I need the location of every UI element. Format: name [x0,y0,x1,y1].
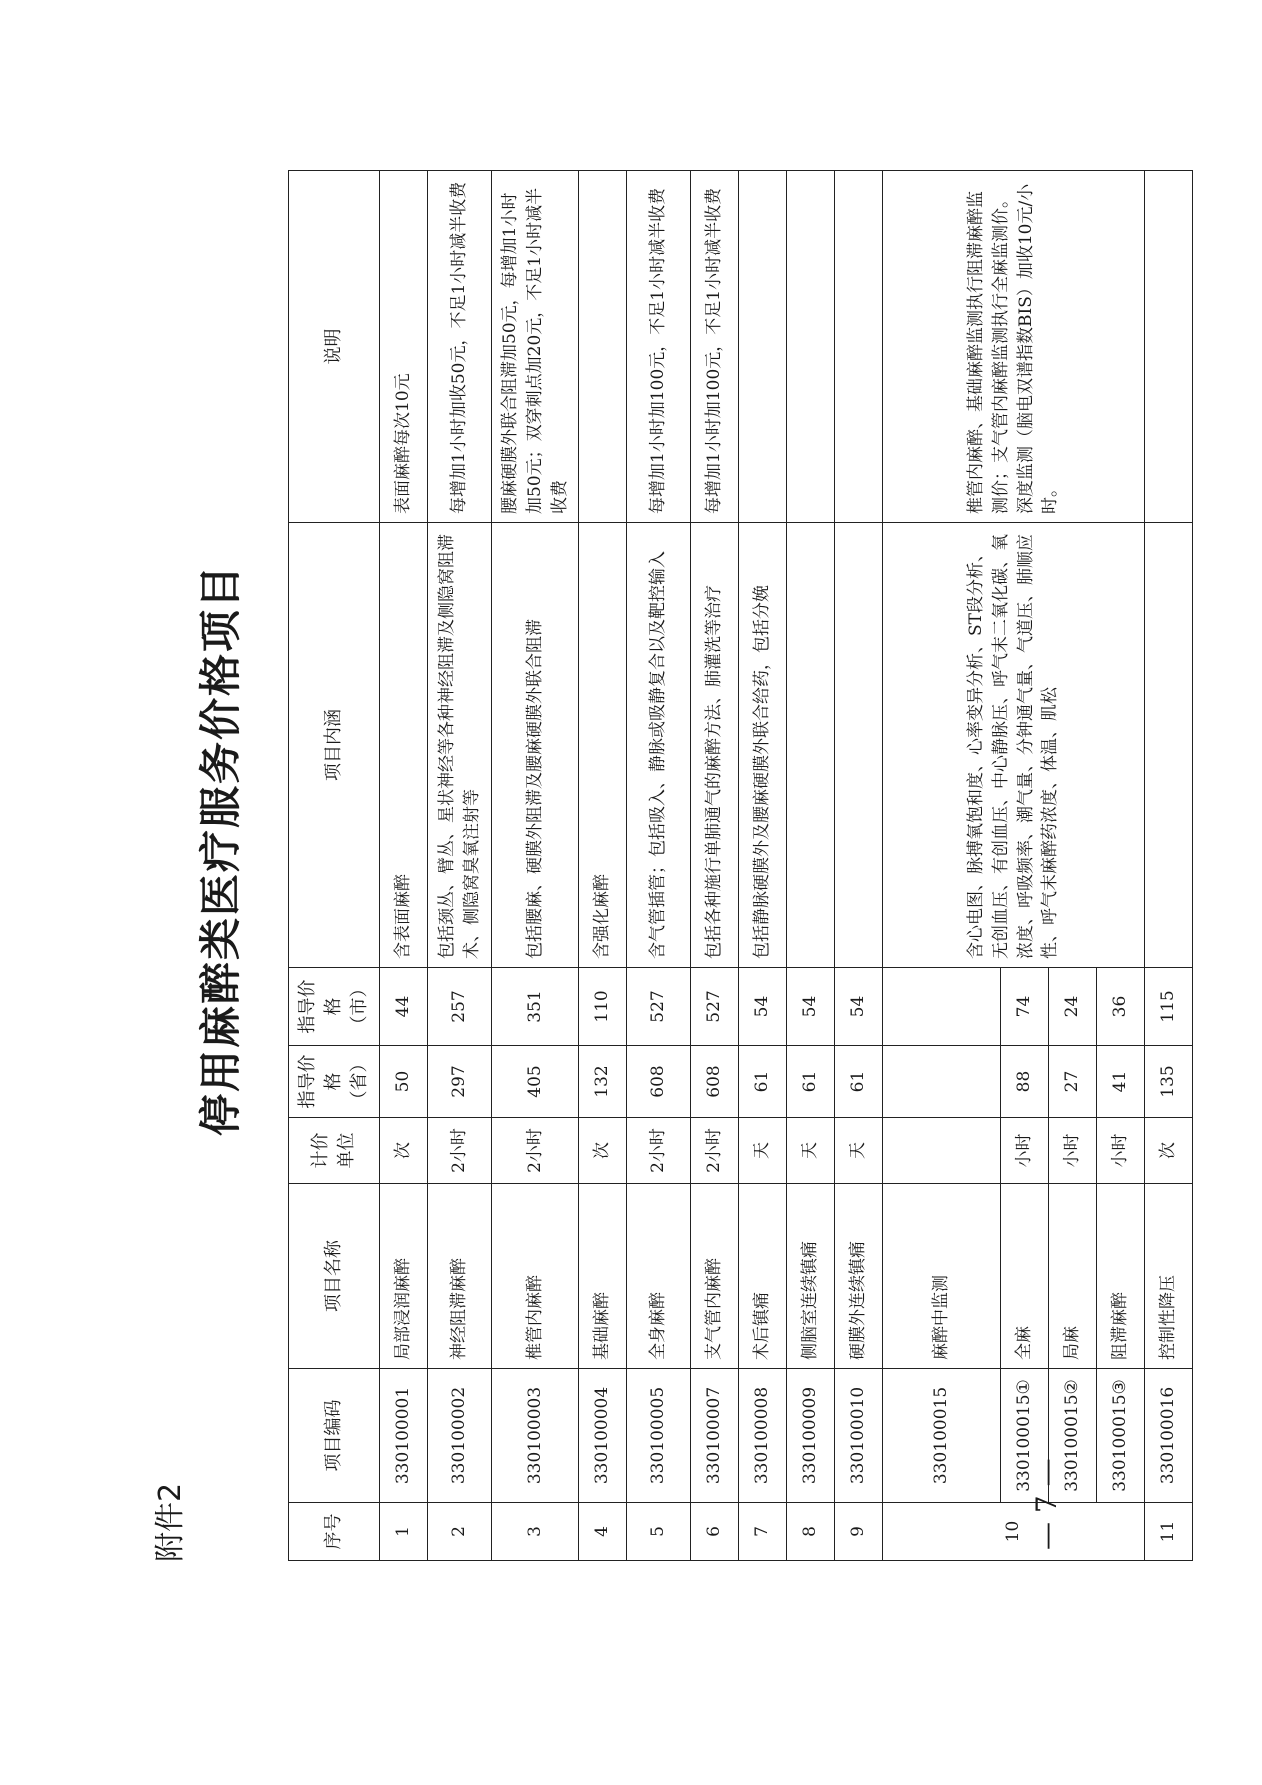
cell-price-prov: 41 [1097,1046,1145,1118]
cell-content [787,523,835,968]
cell-content: 包括颈丛、臂丛、星状神经等各种神经阻滞及侧隐窝阻滞术、侧隐窝臭氧注射等 [428,523,492,968]
table-row [1145,171,1193,1561]
header-name: 项目名称 [289,1184,380,1369]
cell-price-city: 36 [1097,968,1145,1046]
table-row [380,171,428,1561]
cell-code: 330100015 [883,1369,1001,1503]
cell-price-city: 257 [428,968,492,1046]
cell-price-prov: 27 [1049,1046,1097,1118]
cell-name: 局部浸润麻醉 [380,1184,428,1369]
cell-content: 含强化麻醉 [579,523,627,968]
table-row-group-head [883,171,1001,1561]
cell-name: 支气管内麻醉 [691,1184,739,1369]
cell-price-prov: 405 [492,1046,579,1118]
cell-name: 侧脑室连续镇痛 [787,1184,835,1369]
document-title: 停用麻醉类医疗服务价格项目 [196,564,245,1137]
cell-content: 包括各种施行单肺通气的麻醉方法、肺灌洗等治疗 [691,523,739,968]
cell-content [835,523,883,968]
cell-note [1145,171,1193,523]
cell-note: 腰麻硬膜外联合阻滞加50元，每增加1小时加50元；双穿刺点加20元，不足1小时减半收费 [492,171,579,523]
cell-code: 330100015① [1001,1369,1049,1503]
cell-seq: 10 [883,1503,1145,1561]
cell-content: 包括腰麻、硬膜外阻滞及腰麻硬膜外联合阻滞 [492,523,579,968]
cell-code: 330100002 [428,1369,492,1503]
cell-unit: 2小时 [691,1118,739,1184]
cell-code: 330100009 [787,1369,835,1503]
cell-unit: 次 [380,1118,428,1184]
cell-name: 全身麻醉 [627,1184,691,1369]
cell-seq: 6 [691,1503,739,1561]
cell-code: 330100015③ [1097,1369,1145,1503]
cell-unit: 天 [787,1118,835,1184]
cell-price-city: 54 [739,968,787,1046]
header-content: 项目内涵 [289,523,380,968]
cell-price-prov: 608 [627,1046,691,1118]
cell-unit: 天 [835,1118,883,1184]
table-row [492,171,579,1561]
cell-price-prov: 608 [691,1046,739,1118]
page-number: — 7 — [1030,1458,1063,1550]
cell-seq: 7 [739,1503,787,1561]
cell-unit: 小时 [1097,1118,1145,1184]
cell-seq: 4 [579,1503,627,1561]
cell-name: 硬膜外连续镇痛 [835,1184,883,1369]
cell-content: 含心电图、脉搏氧饱和度、心率变异分析、ST段分析、无创血压、有创血压、中心静脉压、呼气末二氧化碳、氧浓度、呼吸频率、潮气量、分钟通气量、气道压、肺顺应性、呼气末麻醉药浓度、体温、肌松 [883,523,1145,968]
cell-price-city: 54 [835,968,883,1046]
cell-note [579,171,627,523]
cell-unit: 小时 [1049,1118,1097,1184]
cell-name: 麻醉中监测 [883,1184,1001,1369]
cell-price-city: 351 [492,968,579,1046]
cell-name: 椎管内麻醉 [492,1184,579,1369]
table-header-row [289,171,380,1561]
cell-price-prov: 61 [835,1046,883,1118]
cell-price-city: 74 [1001,968,1049,1046]
header-seq: 序号 [289,1503,380,1561]
cell-seq: 5 [627,1503,691,1561]
cell-price-city: 110 [579,968,627,1046]
cell-unit: 次 [579,1118,627,1184]
cell-unit: 2小时 [428,1118,492,1184]
table-row [579,171,627,1561]
header-unit: 计价单位 [289,1118,380,1184]
header-price-city: 指导价格（市） [289,968,380,1046]
cell-unit: 天 [739,1118,787,1184]
cell-price-city: 527 [691,968,739,1046]
cell-code: 330100005 [627,1369,691,1503]
cell-code: 330100007 [691,1369,739,1503]
cell-price-prov: 61 [787,1046,835,1118]
cell-code: 330100010 [835,1369,883,1503]
cell-name: 神经阻滞麻醉 [428,1184,492,1369]
attachment-label: 附件2 [153,1482,188,1562]
cell-price-city: 54 [787,968,835,1046]
cell-seq: 11 [1145,1503,1193,1561]
cell-content: 含气管插管；包括吸入、静脉或吸静复合以及靶控输入 [627,523,691,968]
cell-price-prov: 297 [428,1046,492,1118]
document-page [140,90,1179,1690]
cell-name: 术后镇痛 [739,1184,787,1369]
cell-price-prov: 88 [1001,1046,1049,1118]
cell-code: 330100015② [1049,1369,1097,1503]
table-row [787,171,835,1561]
cell-price-city: 527 [627,968,691,1046]
header-code: 项目编码 [289,1369,380,1503]
cell-name: 控制性降压 [1145,1184,1193,1369]
cell-note: 椎管内麻醉、基础麻醉监测执行阻滞麻醉监测价；支气管内麻醉监测执行全麻监测价。深度监测（脑电双谱指数BIS）加收10元/小时。 [883,171,1145,523]
cell-price-city: 24 [1049,968,1097,1046]
cell-name: 阻滞麻醉 [1097,1184,1145,1369]
cell-note: 每增加1小时加收50元，不足1小时减半收费 [428,171,492,523]
cell-note: 表面麻醉每次10元 [380,171,428,523]
table-row [691,171,739,1561]
cell-seq: 1 [380,1503,428,1561]
cell-price-prov: 132 [579,1046,627,1118]
cell-unit: 2小时 [627,1118,691,1184]
cell-unit: 小时 [1001,1118,1049,1184]
cell-note: 每增加1小时加100元，不足1小时减半收费 [691,171,739,523]
cell-name: 全麻 [1001,1184,1049,1369]
cell-content: 含表面麻醉 [380,523,428,968]
cell-price-prov: 61 [739,1046,787,1118]
cell-code: 330100008 [739,1369,787,1503]
header-note: 说明 [289,171,380,523]
cell-seq: 2 [428,1503,492,1561]
cell-note [739,171,787,523]
cell-price-city: 44 [380,968,428,1046]
table-row [428,171,492,1561]
cell-price-city: 115 [1145,968,1193,1046]
table-row [627,171,691,1561]
cell-code: 330100004 [579,1369,627,1503]
cell-note [835,171,883,523]
price-table [288,170,1193,1561]
cell-price-prov: 135 [1145,1046,1193,1118]
cell-note [787,171,835,523]
cell-unit: 次 [1145,1118,1193,1184]
cell-note: 每增加1小时加100元，不足1小时减半收费 [627,171,691,523]
cell-code: 330100003 [492,1369,579,1503]
header-price-prov: 指导价格（省） [289,1046,380,1118]
cell-name: 局麻 [1049,1184,1097,1369]
cell-name: 基础麻醉 [579,1184,627,1369]
cell-seq: 9 [835,1503,883,1561]
cell-seq: 8 [787,1503,835,1561]
cell-price-prov: 50 [380,1046,428,1118]
cell-content: 包括静脉硬膜外及腰麻硬膜外联合给药，包括分娩 [739,523,787,968]
table-row [739,171,787,1561]
cell-content [1145,523,1193,968]
cell-code: 330100001 [380,1369,428,1503]
cell-code: 330100016 [1145,1369,1193,1503]
cell-seq: 3 [492,1503,579,1561]
cell-unit: 2小时 [492,1118,579,1184]
table-row [835,171,883,1561]
